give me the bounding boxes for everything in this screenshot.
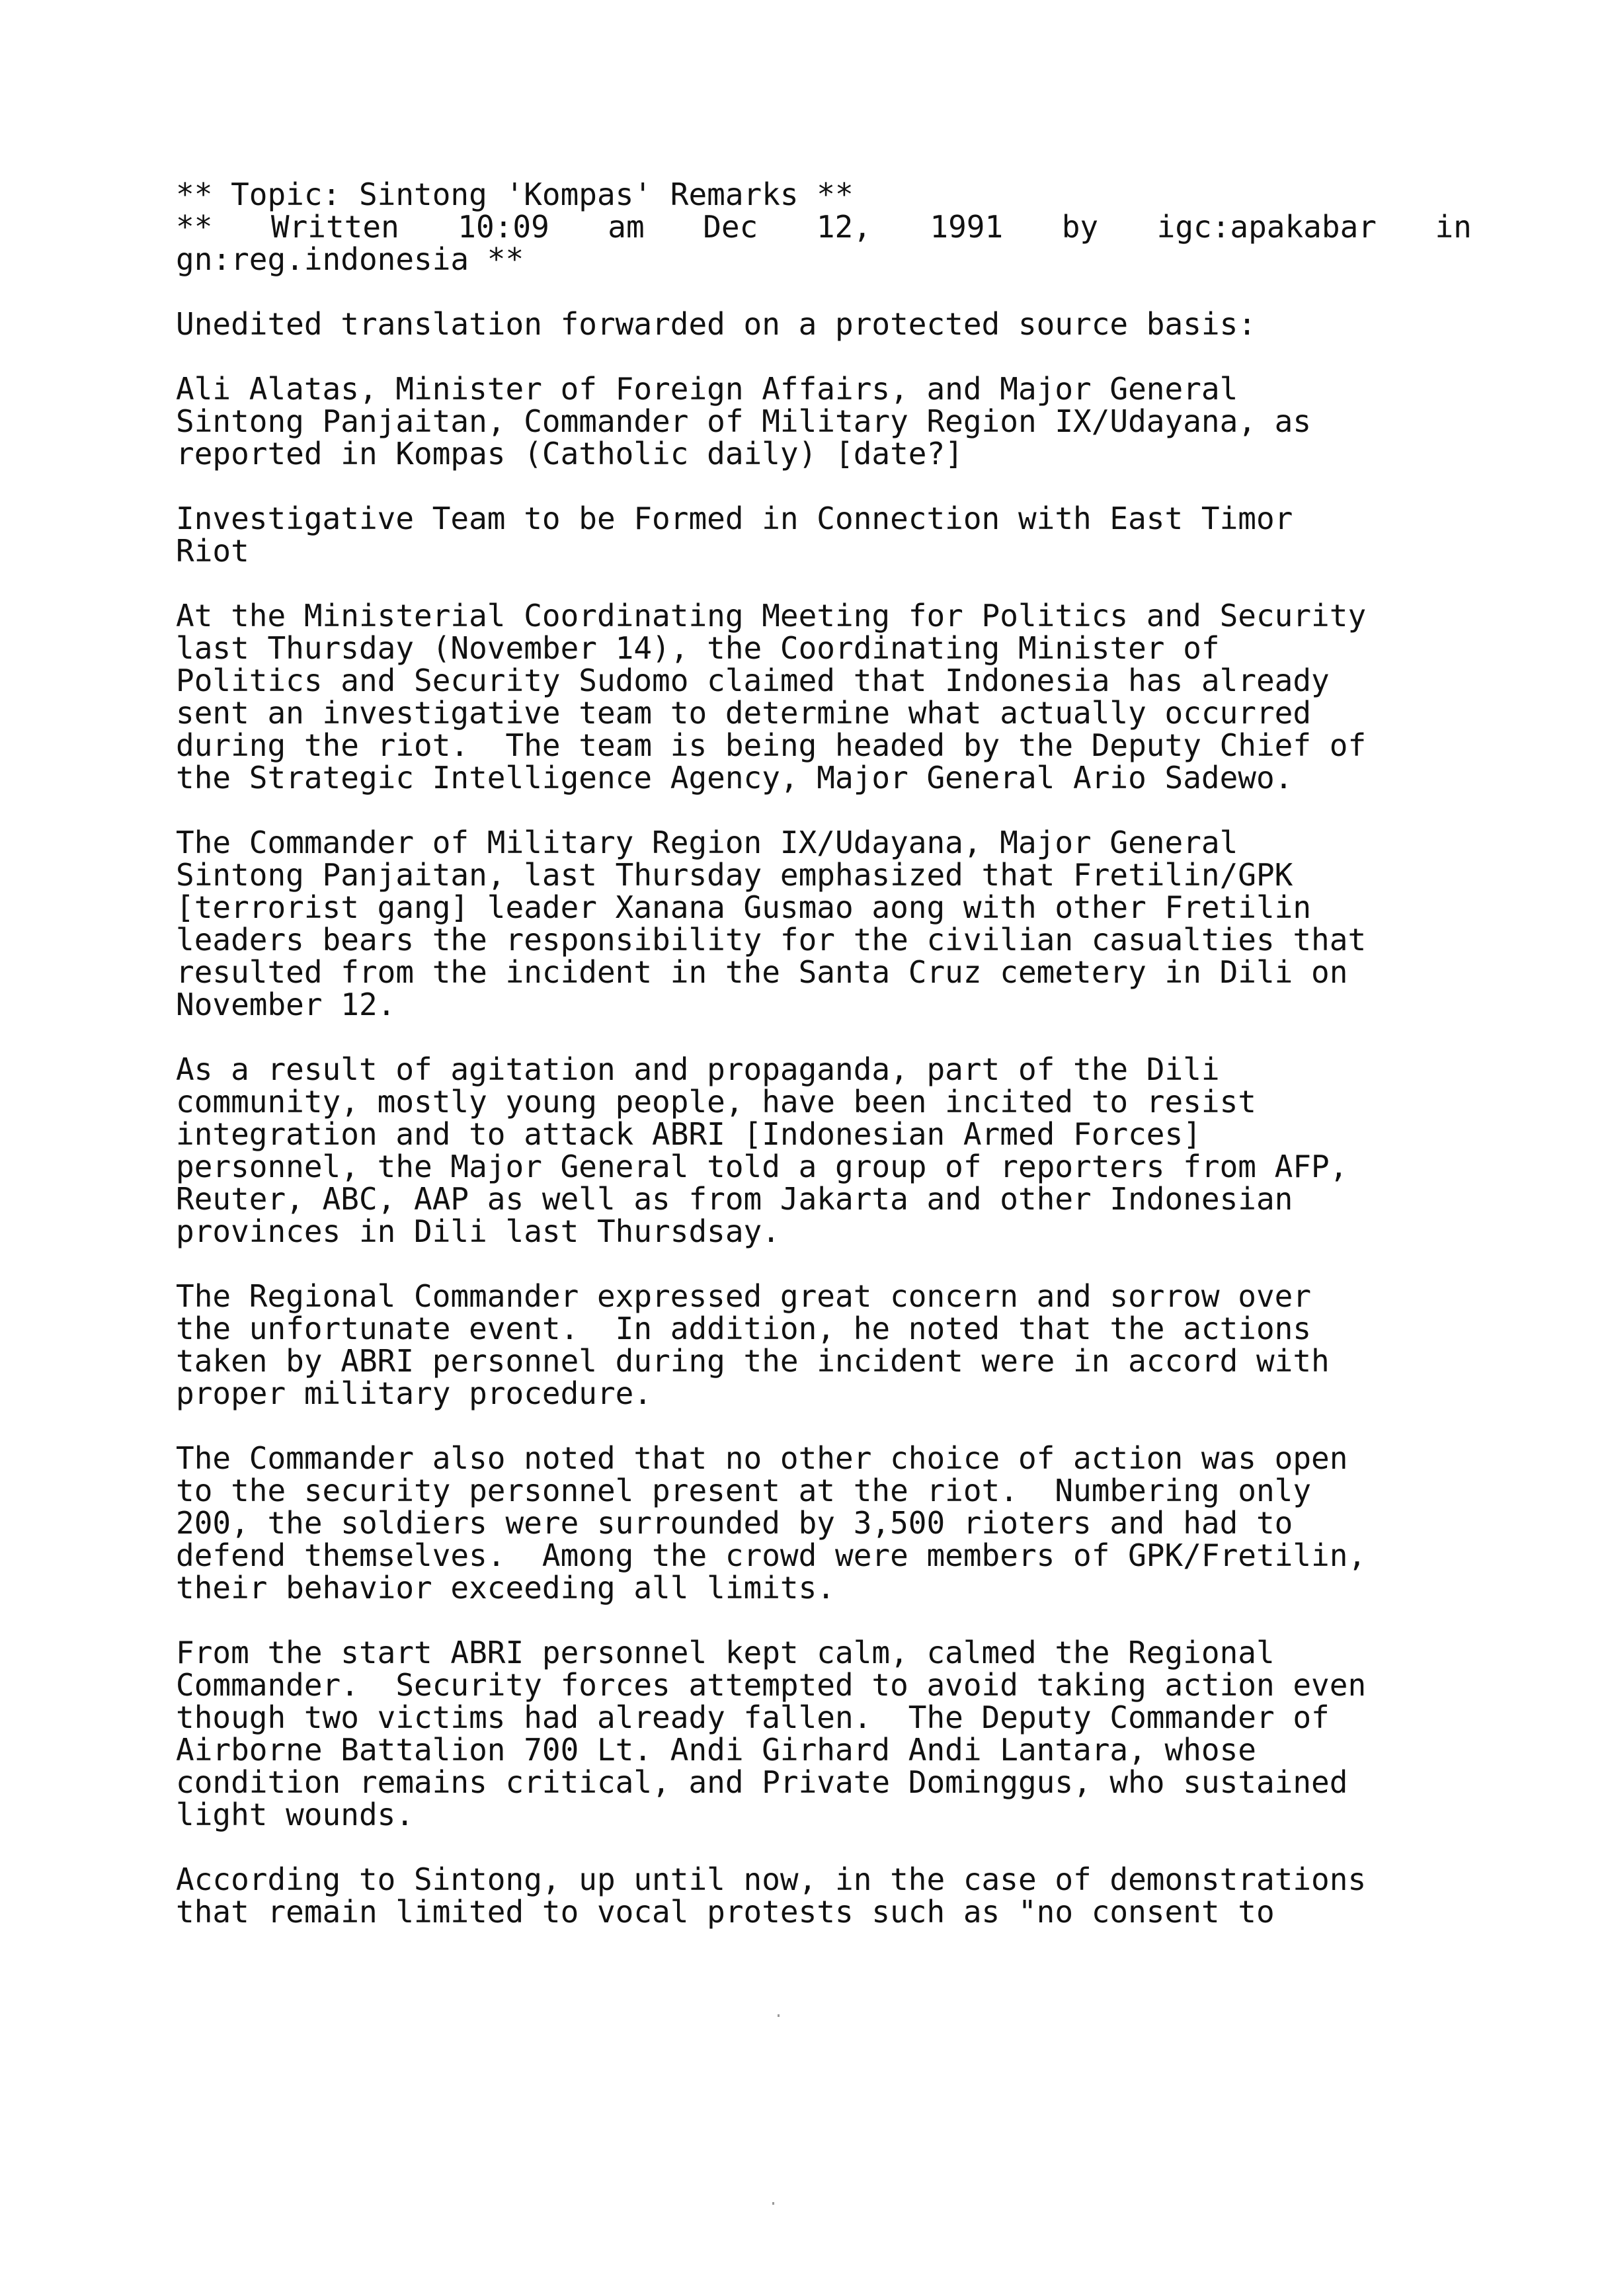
paragraph-line: At the Ministerial Coordinating Meeting for Politics and Security xyxy=(176,598,1367,634)
paragraph-line: the Strategic Intelligence Agency, Major General Ario Sadewo. xyxy=(176,760,1293,796)
paragraph-line: light wounds. xyxy=(176,1797,415,1832)
written-line xyxy=(176,211,1472,243)
written-word: 10:09 xyxy=(458,209,549,245)
paragraph-line: leaders bears the responsibility for the civilian casualties that xyxy=(176,922,1367,958)
paragraph xyxy=(176,1637,1472,1831)
written-line-continued: gn:reg.indonesia ** xyxy=(176,241,524,277)
paragraph-line: reported in Kompas (Catholic daily) [date?] xyxy=(176,436,963,472)
paragraph-list xyxy=(176,308,1472,1928)
written-word: 12, xyxy=(816,209,871,245)
written-word: in xyxy=(1435,209,1472,245)
paragraph xyxy=(176,308,1472,341)
paragraph-line: The Regional Commander expressed great concern and sorrow over xyxy=(176,1278,1312,1314)
scan-speck xyxy=(772,2202,774,2205)
paragraph-line: community, mostly young people, have been incited to resist xyxy=(176,1084,1256,1120)
paragraph-line: their behavior exceeding all limits. xyxy=(176,1570,835,1606)
paragraph-line: proper military procedure. xyxy=(176,1375,653,1411)
paragraph-line: provinces in Dili last Thursdsay. xyxy=(176,1213,780,1249)
paragraph-line: November 12. xyxy=(176,987,396,1022)
paragraph-line: that remain limited to vocal protests such as "no consent to xyxy=(176,1894,1275,1930)
topic-header xyxy=(176,179,1472,276)
written-word: 1991 xyxy=(930,209,1004,245)
paragraph xyxy=(176,827,1472,1021)
paragraph-line: The Commander of Military Region IX/Udayana, Major General xyxy=(176,825,1238,860)
written-word: igc:apakabar xyxy=(1156,209,1377,245)
paragraph-line: condition remains critical, and Private Dominggus, who sustained xyxy=(176,1764,1348,1800)
paragraph-line: the unfortunate event. In addition, he noted that the actions xyxy=(176,1311,1312,1346)
paragraph-line: taken by ABRI personnel during the incident were in accord with xyxy=(176,1343,1330,1379)
paragraph-line: Commander. Security forces attempted to avoid taking action even xyxy=(176,1667,1367,1703)
paragraph-line: Politics and Security Sudomo claimed that Indonesia has already xyxy=(176,663,1330,698)
paragraph xyxy=(176,1280,1472,1410)
paragraph-line: personnel, the Major General told a group of reporters from AFP, xyxy=(176,1149,1348,1184)
paragraph-line: Riot xyxy=(176,533,249,569)
paragraph-line: 200, the soldiers were surrounded by 3,500 rioters and had to xyxy=(176,1505,1293,1541)
paragraph xyxy=(176,1442,1472,1604)
paragraph-line: to the security personnel present at the riot. Numbering only xyxy=(176,1473,1312,1508)
paragraph-line: Investigative Team to be Formed in Connection with East Timor xyxy=(176,501,1293,536)
paragraph-line: during the riot. The team is being headed by the Deputy Chief of xyxy=(176,727,1367,763)
written-word: Written xyxy=(270,209,399,245)
paragraph-line: defend themselves. Among the crowd were members of GPK/Fretilin, xyxy=(176,1538,1367,1573)
paragraph-line: Airborne Battalion 700 Lt. Andi Girhard Andi Lantara, whose xyxy=(176,1732,1256,1768)
topic-line: ** Topic: Sintong 'Kompas' Remarks ** xyxy=(176,177,854,212)
paragraph-line: The Commander also noted that no other choice of action was open xyxy=(176,1440,1348,1476)
paragraph xyxy=(176,1053,1472,1248)
paragraph-line: Reuter, ABC, AAP as well as from Jakarta and other Indonesian xyxy=(176,1181,1293,1217)
paragraph-line: Sintong Panjaitan, Commander of Military Region IX/Udayana, as xyxy=(176,403,1312,439)
paragraph-line: though two victims had already fallen. The Deputy Commander of xyxy=(176,1700,1330,1735)
written-word: ** xyxy=(176,209,213,245)
document-body xyxy=(176,179,1472,1961)
paragraph-line: According to Sintong, up until now, in the case of demonstrations xyxy=(176,1862,1367,1897)
paragraph xyxy=(176,1864,1472,1928)
paragraph-line: last Thursday (November 14), the Coordinating Minister of xyxy=(176,630,1220,666)
paragraph xyxy=(176,600,1472,794)
paragraph-line: Ali Alatas, Minister of Foreign Affairs, and Major General xyxy=(176,371,1238,407)
paragraph-line: integration and to attack ABRI [Indonesian Armed Forces] xyxy=(176,1116,1201,1152)
written-word: Dec xyxy=(703,209,758,245)
paragraph-line: resulted from the incident in the Santa Cruz cemetery in Dili on xyxy=(176,954,1348,990)
paragraph-line: As a result of agitation and propaganda, part of the Dili xyxy=(176,1051,1220,1087)
paragraph-line: Sintong Panjaitan, last Thursday emphasized that Fretilin/GPK xyxy=(176,857,1293,893)
scan-speck xyxy=(778,2014,780,2017)
paragraph xyxy=(176,503,1472,567)
written-word: by xyxy=(1061,209,1099,245)
written-word: am xyxy=(608,209,645,245)
paragraph-line: sent an investigative team to determine what actually occurred xyxy=(176,695,1312,731)
paragraph-line: [terrorist gang] leader Xanana Gusmao aong with other Fretilin xyxy=(176,889,1312,925)
paragraph-line: Unedited translation forwarded on a protected source basis: xyxy=(176,306,1256,342)
paragraph xyxy=(176,373,1472,470)
paragraph-line: From the start ABRI personnel kept calm, calmed the Regional xyxy=(176,1635,1275,1670)
